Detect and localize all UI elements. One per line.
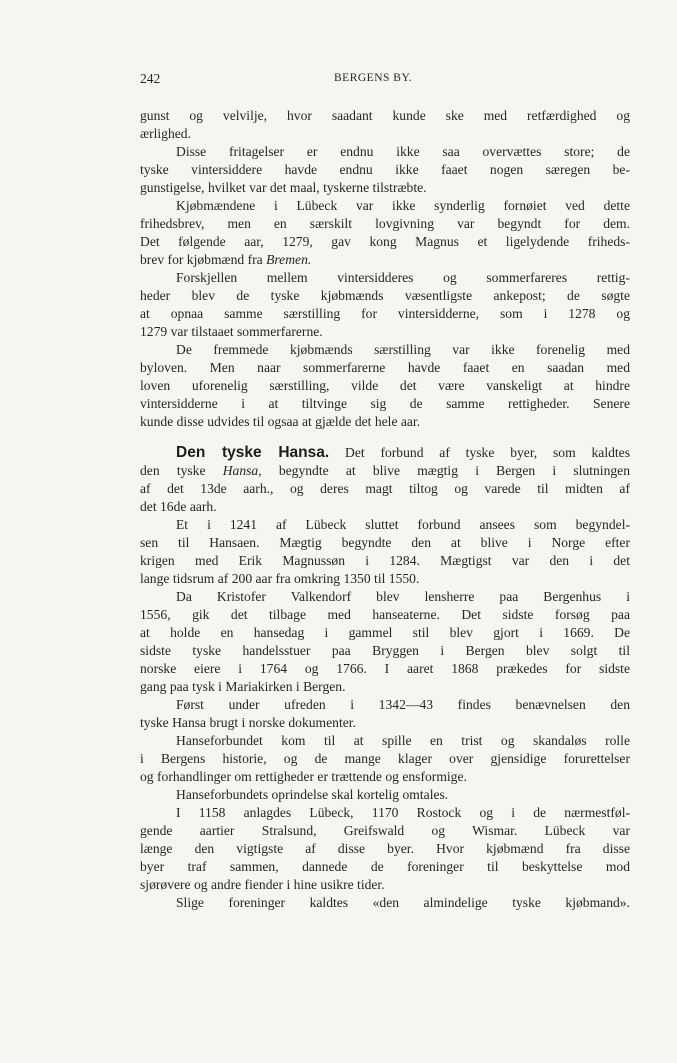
text-line: loven uforenelig særstilling, vilde det være vanskeligt at hindre	[140, 378, 630, 393]
text-line: i Bergens historie, og de mange klager over gjensidige forurettelser	[140, 751, 630, 766]
text-line: Først under ufreden i 1342—43 findes benævnelsen den	[176, 697, 630, 712]
text-line: at opnaa samme særstilling for vintersidderne, som i 1278 og	[140, 306, 630, 321]
text-line: længe den vigtigste af disse byer. Hvor kjøbmænd fra disse	[140, 841, 630, 856]
text-line: Et i 1241 af Lübeck sluttet forbund ansees som begyndel-	[176, 517, 630, 532]
text-line: I 1158 anlagdes Lübeck, 1170 Rostock og i de nærmestføl-	[176, 805, 630, 820]
text-line: byloven. Men naar sommerfarerne havde faaet en saadan med	[140, 360, 630, 375]
text-line: brev for kjøbmænd fra Bremen.	[140, 252, 312, 267]
text-line: Kjøbmændene i Lübeck var ikke synderlig fornøiet ved dette	[176, 198, 630, 213]
text-line: krigen med Erik Magnussøn i 1284. Mægtigst var den i det	[140, 553, 630, 568]
text-line: det 16de aarh.	[140, 499, 217, 514]
term-hansa: Hansa	[222, 463, 259, 478]
text-line: 1556, gik det tilbage med hanseaterne. Det sidste forsøg paa	[140, 607, 630, 622]
text-line: Slige foreninger kaldtes «den almindelige tyske kjøbmand».	[176, 895, 630, 910]
section-title: Den tyske Hansa.	[176, 444, 330, 461]
text-line: Forskjellen mellem vintersidderes og sommerfareres rettig-	[176, 270, 630, 285]
text-line: af det 13de aarh., og deres magt tiltog og varede til midten af	[140, 481, 630, 496]
text-line: at holde en hansedag i gammel stil blev gjort i 1669. De	[140, 625, 630, 640]
text-line: kunde disse udvides til ogsaa at gjælde det hele aar.	[140, 414, 421, 429]
text-line: tyske Hansa brugt i norske dokumenter.	[140, 715, 356, 730]
running-title: BERGENS BY.	[334, 72, 413, 84]
text-line: Hanseforbundet kom til at spille en trist og skandaløs rolle	[176, 733, 630, 748]
text-line: den tyske Hansa, begyndte at blive mægtig i Bergen i slutningen	[140, 463, 630, 478]
text-line: gende aartier Stralsund, Greifswald og Wismar. Lübeck var	[140, 823, 630, 838]
text-line: tyske vintersiddere havde endnu ikke faaet nogen særegen be-	[140, 162, 630, 177]
place-name-bremen: Bremen.	[266, 252, 312, 267]
text-line: gunst og velvilje, hvor saadant kunde ske med retfærdighed og	[140, 108, 630, 123]
text-line: frihedsbrev, men en særskilt lovgivning var begyndt for dem.	[140, 216, 630, 231]
text-line: Hanseforbundets oprindelse skal kortelig omtales.	[176, 787, 449, 802]
page-header	[140, 71, 630, 89]
text-line: gang paa tysk i Mariakirken i Bergen.	[140, 679, 346, 694]
text-line: byer traf sammen, dannede de foreninger til beskyttelse mod	[140, 859, 630, 874]
text-line: Det følgende aar, 1279, gav kong Magnus et ligelydende friheds-	[140, 234, 630, 249]
text-line: ærlighed.	[140, 126, 191, 141]
text-line: sidste tyske handelsstuer paa Bryggen i Bergen blev solgt til	[140, 643, 630, 658]
text-line: Disse fritagelser er endnu ikke saa overvættes store; de	[176, 144, 630, 159]
text-line: gunstigelse, hvilket var det maal, tyskerne tilstræbte.	[140, 180, 427, 195]
text-line: 1279 var tilstaaet sommerfarerne.	[140, 324, 323, 339]
text-line: norske eiere i 1764 og 1766. I aaret 1868 prækedes for sidste	[140, 661, 630, 676]
text-line: lange tidsrum af 200 aar fra omkring 1350 til 1550.	[140, 571, 420, 586]
text-line: Da Kristofer Valkendorf blev lensherre paa Bergenhus i	[176, 589, 630, 604]
section-heading-line: Den tyske Hansa. Det forbund af tyske byer, som kaldtes	[176, 444, 630, 461]
text-line: De fremmede kjøbmænds særstilling var ikke forenelig med	[176, 342, 630, 357]
text-line: og forhandlinger om rettigheder er trættende og ensformige.	[140, 769, 467, 784]
page-number: 242	[140, 71, 161, 86]
text-line: vintersidderne i at tiltvinge sig de samme rettigheder. Senere	[140, 396, 630, 411]
text-line: heder blev de tyske kjøbmænds væsentligste ankepost; de søgte	[140, 288, 630, 303]
text-line: sen til Hansaen. Mægtig begyndte den at blive i Norge efter	[140, 535, 630, 550]
text-line: sjørøvere og andre fiender i hine usikre tider.	[140, 877, 385, 892]
